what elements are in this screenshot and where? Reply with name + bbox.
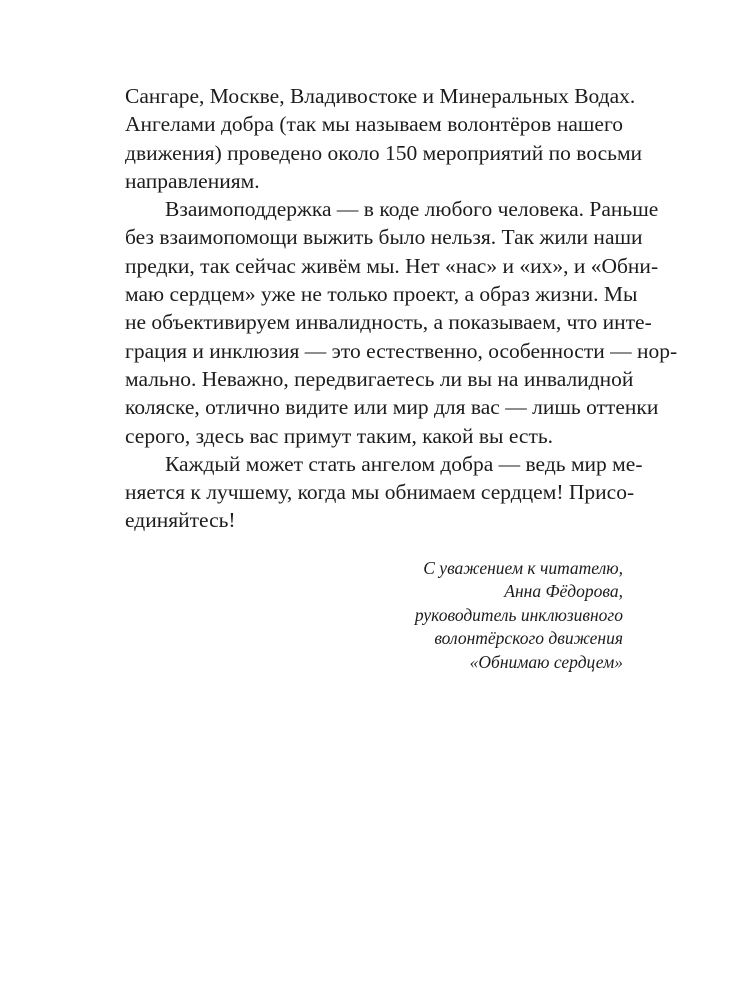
signature-line: Анна Фёдорова, [504,581,623,602]
text-line: без взаимопомощи выжить было нельзя. Так жили наши [125,225,643,250]
text-line: грация и инклюзия — это естественно, особенности — нор- [125,338,678,363]
paragraph-1 [125,82,643,195]
text-line: предки, так сейчас живём мы. Нет «нас» и «их», и «Обни- [125,253,659,278]
paragraph-3 [125,450,643,535]
text-line: мально. Неважно, передвигаетесь ли вы на инвалидной [125,366,634,391]
paragraph-2 [125,195,678,450]
book-page [125,82,678,674]
text-line: направлениям. [125,168,260,193]
text-line: серого, здесь вас примут таким, какой вы есть. [125,423,554,448]
signature-line: «Обнимаю сердцем» [469,651,623,672]
text-line: единяйтесь! [125,508,236,533]
text-line: Ангелами добра (так мы называем волонтёров нашего [125,112,623,137]
text-line: няется к лучшему, когда мы обнимаем сердцем! Присо- [125,480,635,505]
signature-line: волонтёрского движения [434,628,623,649]
text-line: коляске, отлично видите или мир для вас — лишь оттенки [125,395,659,420]
text-line: Каждый может стать ангелом добра — ведь мир ме- [165,451,643,476]
signature-line: руководитель инклюзивного [414,604,623,625]
signature-block [125,557,623,675]
text-line: движения) проведено около 150 мероприятий по восьми [125,140,643,165]
text-line: Взаимоподдержка — в коде любого человека. Раньше [165,197,659,222]
text-line: Сангаре, Москве, Владивостоке и Минеральных Водах. [125,84,636,108]
signature-line: С уважением к читателю, [423,557,623,578]
text-line: маю сердцем» уже не только проект, а образ жизни. Мы [125,282,638,307]
text-line: не объективируем инвалидность, а показываем, что инте- [125,310,652,335]
